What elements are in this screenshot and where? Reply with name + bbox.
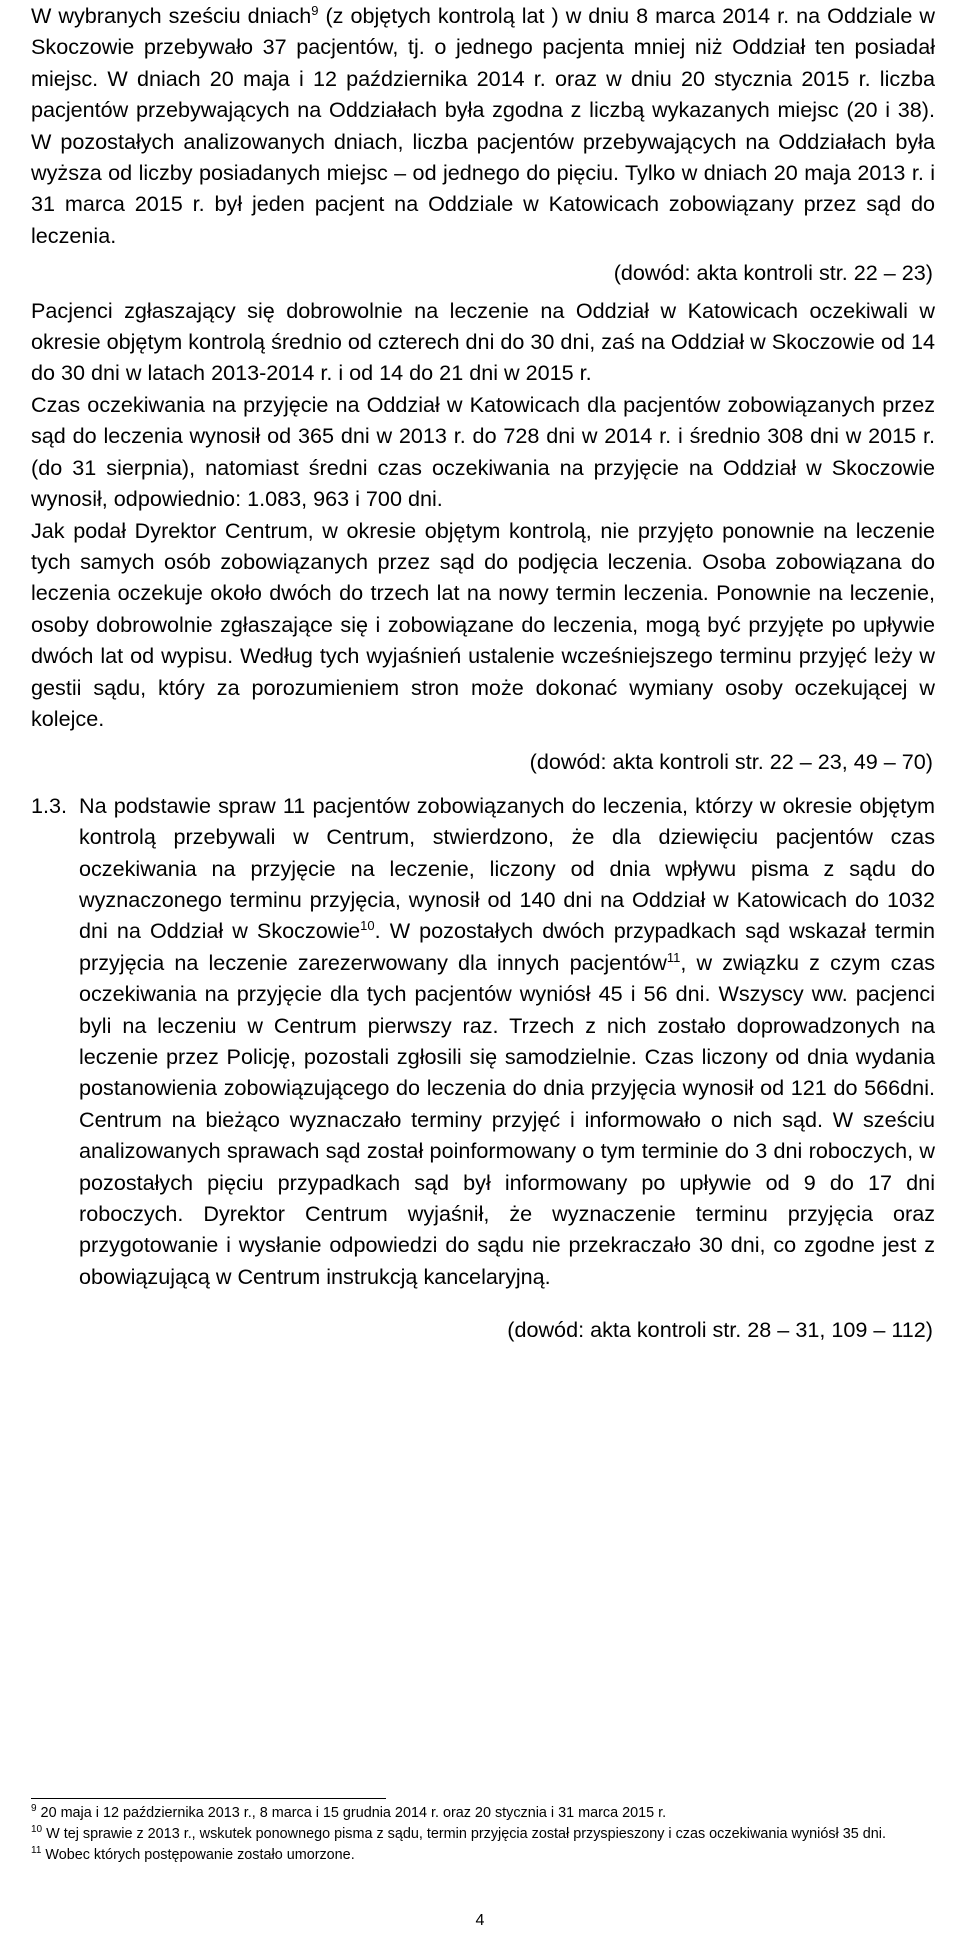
evidence-reference: (dowód: akta kontroli str. 22 – 23) [613,260,933,286]
paragraph-director-statement: Jak podał Dyrektor Centrum, w okresie objętym kontrolą, nie przyjęto ponownie na leczenie tych samych osób zobowiązanych przez sąd do podjęcia leczenia. Osoba zobowiązana do leczenia oczekuje około dwóch do trzech lat na nowy termin leczenia. Ponownie na leczenie, osoby dobrowolnie zgłaszające się i zobowiązane do leczenia, mogą być przyjęte po upływie dwóch lat od wypisu. Według tych wyjaśnień ustalenie wcześniejszego terminu przyjęć leży w gestii sądu, który za porozumieniem stron może dokonać wymiany osoby oczekującej w kolejce. [31,517,935,731]
footnotes [31,1803,935,1866]
footnote-text: W tej sprawie z 2013 r., wskutek ponownego pisma z sądu, termin przyjęcia został przyspieszony i czas oczekiwania wyniósł 35 dni. [42,1826,886,1842]
paragraph-text: Na podstawie spraw 11 pacjentów zobowiązanych do leczenia, którzy w okresie objętym kontrolą przebywali w Centrum, stwierdzono, że dla dziewięciu pacjentów czas oczekiwania na przyjęcie na leczenie, liczony od dnia wpływu pisma z sądu do wyznaczonego terminu przyjęcia, wynosił od 140 dni na Oddział w Katowicach do 1032 dni na Oddział w Skoczowie [79,792,935,944]
footnote-mark: 9 [31,1803,37,1815]
footnote-mark: 10 [31,1824,43,1836]
footnote-9 [31,1803,935,1824]
footnote-11 [31,1845,935,1866]
footnote-10 [31,1824,935,1845]
footnote-ref-10: 10 [360,918,375,934]
paragraph-text: . W pozostałych dwóch przypadkach sąd wskazał termin przyjęcia na leczenie zarezerwowany dla innych pacjentów [79,918,936,975]
footnote-ref-11: 11 [666,949,681,965]
footnote-divider [31,1798,386,1799]
section-1-3 [31,790,935,1293]
evidence-reference: (dowód: akta kontroli str. 28 – 31, 109 – 112) [507,1317,933,1343]
page-number: 4 [475,1912,485,1929]
paragraph-text: , w związku z czym czas oczekiwania na przyjęcie dla tych pacjentów wyniósł 45 i 56 dni. Wszyscy ww. pacjenci byli na leczeniu w Centrum pierwszy raz. Trzech z nich zostało doprowadzonych na leczenie przez Policję, pozostali zgłosili się samodzielnie. Czas liczony od dnia wydania postanowienia zobowiązującego do leczenia do dnia przyjęcia wynosił od 121 do 566dni. Centrum na bieżąco wyznaczało terminy przyjęć i informowało o nich sąd. W sześciu analizowanych sprawach sąd został poinformowany o tym terminie do 3 dni roboczych, w pozostałych pięciu przypadkach sąd był informowany po upływie od 9 do 17 dni roboczych. Dyrektor Centrum wyjaśnił, że wyznaczenie terminu przyjęcia oraz przygotowanie i wysłanie odpowiedzi do sądu nie przekraczało 30 dni, co zgodne jest z obowiązującą w Centrum instrukcją kancelaryjną. [79,949,936,1289]
footnote-ref-9: 9 [311,2,319,18]
footnote-text: Wobec których postępowanie zostało umorzone. [41,1847,355,1863]
evidence-reference: (dowód: akta kontroli str. 22 – 23, 49 – 70) [529,749,933,775]
section-number: 1.3. [31,792,68,818]
footnote-text: 20 maja i 12 października 2013 r., 8 marca i 15 grudnia 2014 r. oraz 20 stycznia i 31 marca 2015 r. [36,1805,667,1821]
paragraph-voluntary-waiting: Pacjenci zgłaszający się dobrowolnie na leczenie na Oddział w Katowicach oczekiwali w okresie objętym kontrolą średnio od czterech dni do 30 dni, zaś na Oddział w Skoczowie od 14 do 30 dni w latach 2013-2014 r. i od 14 do 21 dni w 2015 r. [31,297,935,386]
document-page [31,0,935,1346]
section-body [79,790,935,1293]
paragraph-patient-counts [31,0,935,251]
paragraph-court-waiting: Czas oczekiwania na przyjęcie na Oddział w Katowicach dla pacjentów zobowiązanych przez sąd do leczenia wynosił od 365 dni w 2013 r. do 728 dni w 2014 r. i średnio 308 dni w 2015 r. (do 31 sierpnia), natomiast średni czas oczekiwania na przyjęcie na Oddział w Skoczowie wynosił, odpowiednio: 1.083, 963 i 700 dni. [31,391,935,512]
footnote-mark: 11 [31,1845,42,1857]
section-paragraph [79,790,935,1293]
paragraph-text: (z objętych kontrolą lat ) w dniu 8 marca 2014 r. na Oddziale w Skoczowie przebywało 37 pacjentów, tj. o jednego pacjenta mniej niż Oddział ten posiadał miejsc. W dniach 20 maja i 12 października 2014 r. oraz w dniu 20 stycznia 2015 r. liczba pacjentów przebywających na Oddziałach była zgodna z liczbą wykazanych miejsc (20 i 38). W pozostałych analizowanych dniach, liczba pacjentów przebywających na Oddziałach była wyższa od liczby posiadanych miejsc – od jednego do pięciu. Tylko w dniach 20 maja 2013 r. i 31 marca 2015 r. był jeden pacjent na Oddziale w Katowicach zobowiązany przez sąd do leczenia. [31,3,935,248]
paragraph-text: W wybranych sześciu dniach [31,3,312,28]
